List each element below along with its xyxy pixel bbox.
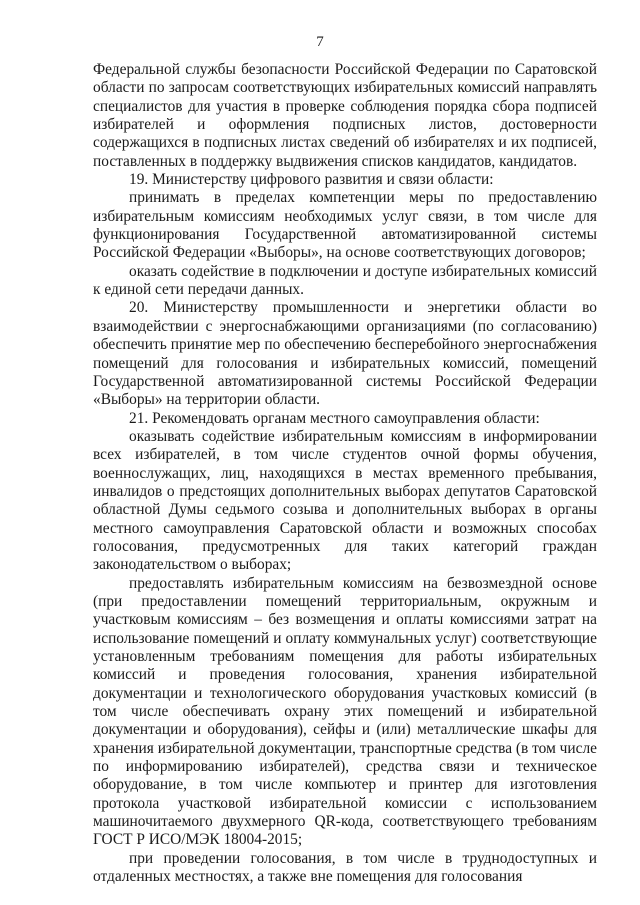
paragraph-item-21-heading: 21. Рекомендовать органам местного самоуправления области:	[129, 409, 540, 427]
paragraph-item-19-heading: 19. Министерству цифрового развития и связи области:	[129, 171, 494, 189]
paragraph-fsb-continuation: Федеральной службы безопасности Российской Федерации по Саратовской области по запросам соответствующих избирательных комиссий направлять специалистов для участия в проверке соблюдения порядка сбора подписей избирателей и оформления подписных листов, достоверности содержащихся в подписных листах сведений об избирателях и их подписей, поставленных в поддержку выдвижения списков кандидатов, кандидатов.	[93, 61, 597, 170]
paragraph-item-21-voting: при проведении голосования, в том числе в труднодоступных и отдаленных местностях, а также вне помещения для голосования	[93, 849, 597, 886]
paragraph-item-20: 20. Министерству промышленности и энергетики области во взаимодействии с энергоснабжающими организациями (по согласованию) обеспечить принятие мер по обеспечению бесперебойного энергоснабжения помещений для голосования и избирательных комиссий, помещений Государственной автоматизированной системы Российской Федерации «Выборы» на территории области.	[93, 299, 597, 409]
paragraph-item-19-network: оказать содействие в подключении и доступе избирательных комиссий к единой сети передачи данных.	[93, 262, 597, 299]
paragraph-item-19-communications: принимать в пределах компетенции меры по предоставлению избирательным комиссиям необходимых услуг связи, в том числе для функционирования Государственной автоматизированной системы Российской Федерации «Выборы», на основе соответствующих договоров;	[93, 189, 597, 262]
page-number: 7	[316, 34, 324, 50]
document-body	[93, 61, 597, 886]
paragraph-item-21-informing: оказывать содействие избирательным комиссиям в информировании всех избирателей, в том числе студентов очной формы обучения, военнослужащих, лиц, находящихся в местах временного пребывания, инвалидов о предстоящих дополнительных выборах депутатов Саратовской областной Думы седьмого созыва и дополнительных выборах в органы местного самоуправления Саратовской области и возможных способах голосования, предусмотренных для таких категорий граждан законодательством о выборах;	[93, 427, 597, 574]
paragraph-item-21-premises: предоставлять избирательным комиссиям на безвозмездной основе (при предоставлении помещений территориальным, окружным и участковым комиссиям – без возмещения и оплаты комиссиями затрат на использование помещений и оплату коммунальных услуг) соответствующие установленным требованиям помещения для работы избирательных комиссий и проведения голосования, хранения избирательной документации и технологического оборудования участковых комиссий (в том числе обеспечивать охрану этих помещений и избирательной документации и оборудования), сейфы и (или) металлические шкафы для хранения избирательной документации, транспортные средства (в том числе по информированию избирателей), средства связи и техническое оборудование, в том числе компьютер и принтер для изготовления протокола участковой избирательной комиссии с использованием машиночитаемого двухмерного QR-кода, соответствующего требованиям ГОСТ Р ИСО/МЭК 18004-2015;	[93, 574, 597, 849]
